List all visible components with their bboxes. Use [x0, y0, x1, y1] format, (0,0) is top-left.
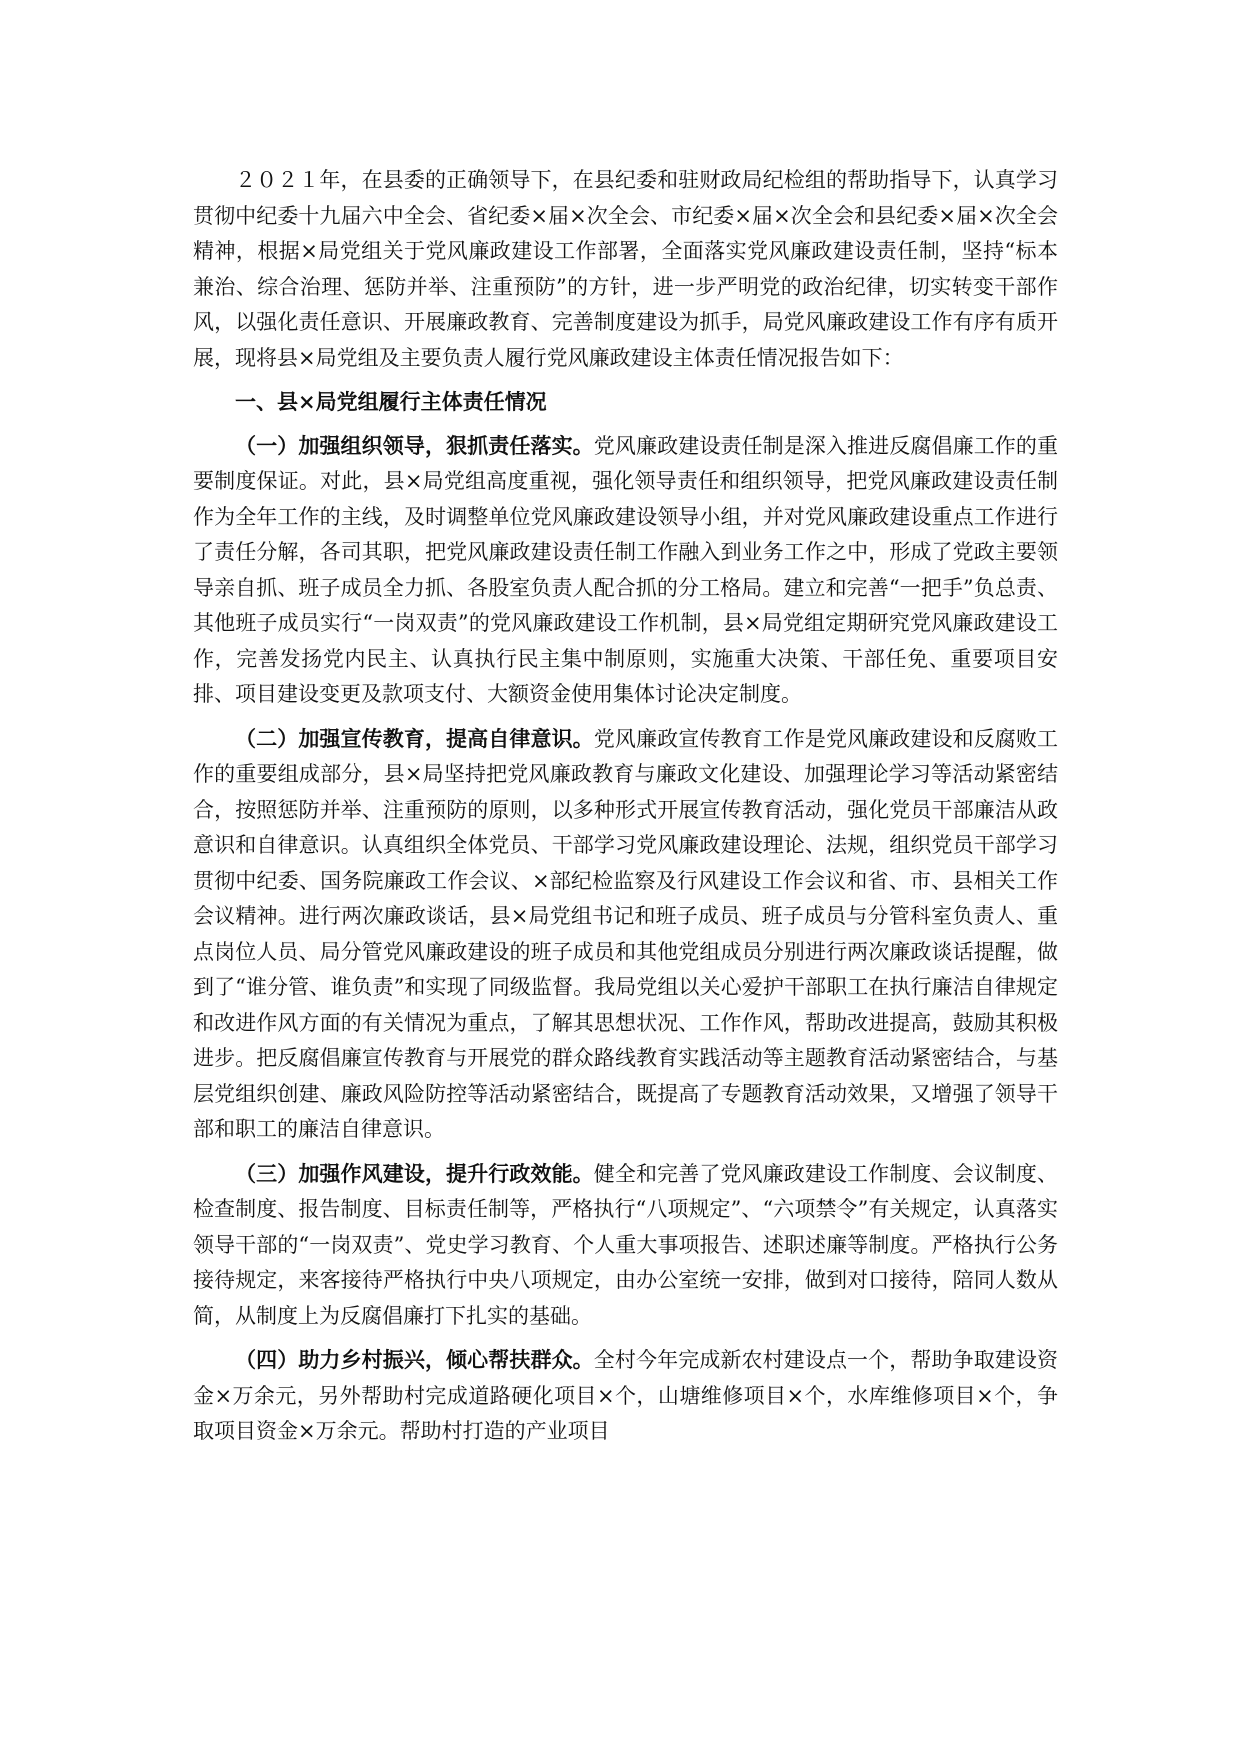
subsection-1-body: 党风廉政建设责任制是深入推进反腐倡廉工作的重要制度保证。对此，县×局党组高度重视，强化领导责任和组织领导，把党风廉政建设责任制作为全年工作的主线，及时调整单位党风廉政建设领导小组，并对党风廉政建设重点工作进行了责任分解，各司其职，把党风廉政建设责任制工作融入到业务工作之中，形成了党政主要领导亲自抓、班子成员全力抓、各股室负责人配合抓的分工格局。建立和完善“一把手”负总责、其他班子成员实行“一岗双责”的党风廉政建设工作机制，县×局党组定期研究党风廉政建设工作，完善发扬党内民主、认真执行民主集中制原则，实施重大决策、干部任免、重要项目安排、项目建设变更及款项支付、大额资金使用集体讨论决定制度。 [193, 433, 1059, 706]
section-1-heading: 一、县×局党组履行主体责任情况 [235, 389, 547, 414]
subsection-4-body: 全村今年完成新农村建设点一个，帮助争取建设资金×万余元，另外帮助村完成道路硬化项目×个，山塘维修项目×个，水库维修项目×个，争取项目资金×万余元。帮助村打造的产业项目 [193, 1348, 1059, 1443]
subsection-4-paragraph [193, 1342, 1058, 1450]
intro-paragraph: ２０２１年，在县委的正确领导下，在县纪委和驻财政局纪检组的帮助指导下，认真学习贯彻中纪委十九届六中全会、省纪委×届×次全会、市纪委×届×次全会和县纪委×届×次全会精神，根据×局党组关于党风廉政建设工作部署，全面落实党风廉政建设责任制，坚持“标本兼治、综合治理、惩防并举、注重预防”的方针，进一步严明党的政治纪律，切实转变干部作风，以强化责任意识、开展廉政教育、完善制度建设为抓手，局党风廉政建设工作有序有质开展，现将县×局党组及主要负责人履行党风廉政建设主体责任情况报告如下： [193, 168, 1058, 370]
subsection-3-paragraph [193, 1156, 1058, 1335]
document-page [193, 163, 1058, 1458]
subsection-2-paragraph [193, 721, 1058, 1148]
subsection-3-body: 健全和完善了党风廉政建设工作制度、会议制度、检查制度、报告制度、目标责任制等，严格执行“八项规定”、“六项禁令”有关规定，认真落实领导干部的“一岗双责”、党史学习教育、个人重大事项报告、述职述廉等制度。严格执行公务接待规定，来客接待严格执行中央八项规定，由办公室统一安排，做到对口接待，陪同人数从简，从制度上为反腐倡廉打下扎实的基础。 [193, 1161, 1059, 1328]
subsection-2-title: （二）加强宣传教育，提高自律意识。 [235, 725, 594, 751]
subsection-1-title: （一）加强组织领导，狠抓责任落实。 [235, 432, 594, 458]
subsection-2-body: 党风廉政宣传教育工作是党风廉政建设和反腐败工作的重要组成部分，县×局坚持把党风廉政教育与廉政文化建设、加强理论学习等活动紧密结合，按照惩防并举、注重预防的原则，以多种形式开展宣传教育活动，强化党员干部廉洁从政意识和自律意识。认真组织全体党员、干部学习党风廉政建设理论、法规，组织党员干部学习贯彻中纪委、国务院廉政工作会议、×部纪检监察及行风建设工作会议和省、市、县相关工作会议精神。进行两次廉政谈话，县×局党组书记和班子成员、班子成员与分管科室负责人、重点岗位人员、局分管党风廉政建设的班子成员和其他党组成员分别进行两次廉政谈话提醒，做到了“谁分管、谁负责”和实现了同级监督。我局党组以关心爱护干部职工在执行廉洁自律规定和改进作风方面的有关情况为重点，了解其思想状况、工作作风，帮助改进提高，鼓励其积极进步。把反腐倡廉宣传教育与开展党的群众路线教育实践活动等主题教育活动紧密结合，与基层党组织创建、廉政风险防控等活动紧密结合，既提高了专题教育活动效果，又增强了领导干部和职工的廉洁自律意识。 [193, 726, 1059, 1141]
subsection-1-paragraph [193, 428, 1058, 713]
subsection-3-title: （三）加强作风建设，提升行政效能。 [235, 1160, 594, 1186]
subsection-4-title: （四）助力乡村振兴，倾心帮扶群众。 [235, 1347, 594, 1372]
